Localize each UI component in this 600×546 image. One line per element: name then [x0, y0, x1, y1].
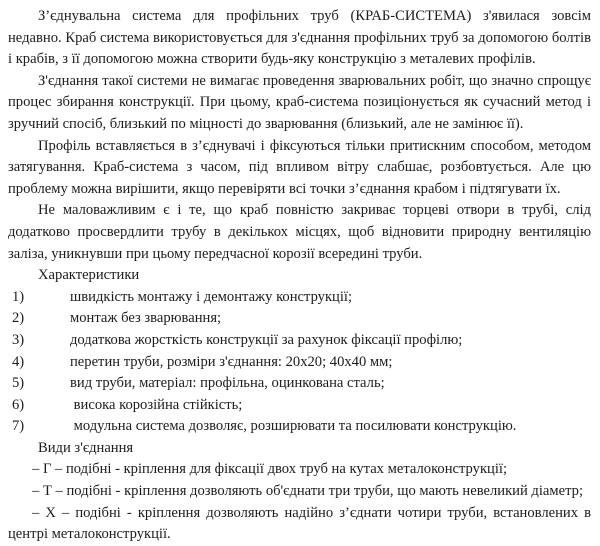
- list-item-number: 4): [12, 353, 25, 370]
- list-item-label: монтаж без зварювання;: [70, 310, 222, 327]
- list-item: [12, 330, 591, 352]
- list-item-label: висока корозійна стійкість;: [70, 396, 243, 413]
- list-item: [12, 416, 591, 438]
- characteristics-heading: Характеристики: [38, 267, 140, 284]
- list-item-number: 2): [12, 310, 25, 327]
- connection-type-t: – Т – подібні - кріплення дозволяють об'єднати три труби, що мають невеликий діаметр;: [32, 483, 584, 500]
- connection-types-heading: Види з'єднання: [38, 439, 134, 456]
- paragraph-intro: З’єднувальна система для профільних труб (КРАБ-СИСТЕМА) з'явилася зовсім недавно. Краб система використовується для з'єднання профільних труб за допомогою болтів і крабів, з її допомогою можна створити будь-яку конструкцію з металевих профілів.: [8, 8, 591, 68]
- characteristics-list: [8, 287, 591, 438]
- connection-type-x: – Х – подібні - кріплення дозволяють надійно з’єднати чотири труби, встановлених в центрі металоконструкції.: [8, 504, 591, 543]
- list-item-label: вид труби, матеріал: профільна, оцинкована сталь;: [70, 375, 385, 392]
- paragraph-ventilation: Не маловажливим є і те, що краб повністю закриває торцеві отвори в трубі, слід додатково просвердлити трубу в декількох місцях, щоб відновити природну вентиляцію заліза, уникнувши при цьому передчасної корозії всередині труби.: [8, 202, 591, 262]
- list-item-label: перетин труби, розміри з'єднання: 20x20; 40x40 мм;: [70, 353, 393, 370]
- list-item-label: додаткова жорсткість конструкції за рахунок фіксації профілю;: [70, 331, 463, 348]
- list-item: [12, 373, 591, 395]
- list-item: [12, 352, 591, 374]
- list-item: [12, 308, 591, 330]
- list-item-number: 5): [12, 375, 25, 392]
- connection-type-g: – Г – подібні - кріплення для фіксації двох труб на кутах металоконструкції;: [32, 461, 508, 478]
- list-item-number: 1): [12, 288, 25, 305]
- list-item: [12, 287, 591, 309]
- list-item-label: швидкість монтажу і демонтажу конструкції;: [70, 288, 353, 305]
- paragraph-welding-free: З'єднання такої системи не вимагає проведення зварювальних робіт, що значно спрощує процес збирання конструкції. При цьому, краб-система позиціонується як сучасний метод і зручний спосіб, близький по міцності до зварювання (близький, але не замінює її).: [8, 72, 591, 132]
- list-item: [12, 395, 591, 417]
- paragraph-profile-fixing: Профіль вставляється в з’єднувачі і фіксуються тільки притискним способом, методом затягування. Краб-система з часом, під впливом вітру слабшає, розбовтується. Але цю проблему можна вирішити, якщо перевіряти всі точки з’єднання крабом і підтягувати їх.: [8, 137, 591, 197]
- list-item-number: 6): [12, 396, 25, 413]
- list-item-label: модульна система дозволяє, розширювати та посилювати конструкцію.: [70, 418, 517, 435]
- list-item-number: 3): [12, 331, 25, 348]
- list-item-number: 7): [12, 418, 25, 435]
